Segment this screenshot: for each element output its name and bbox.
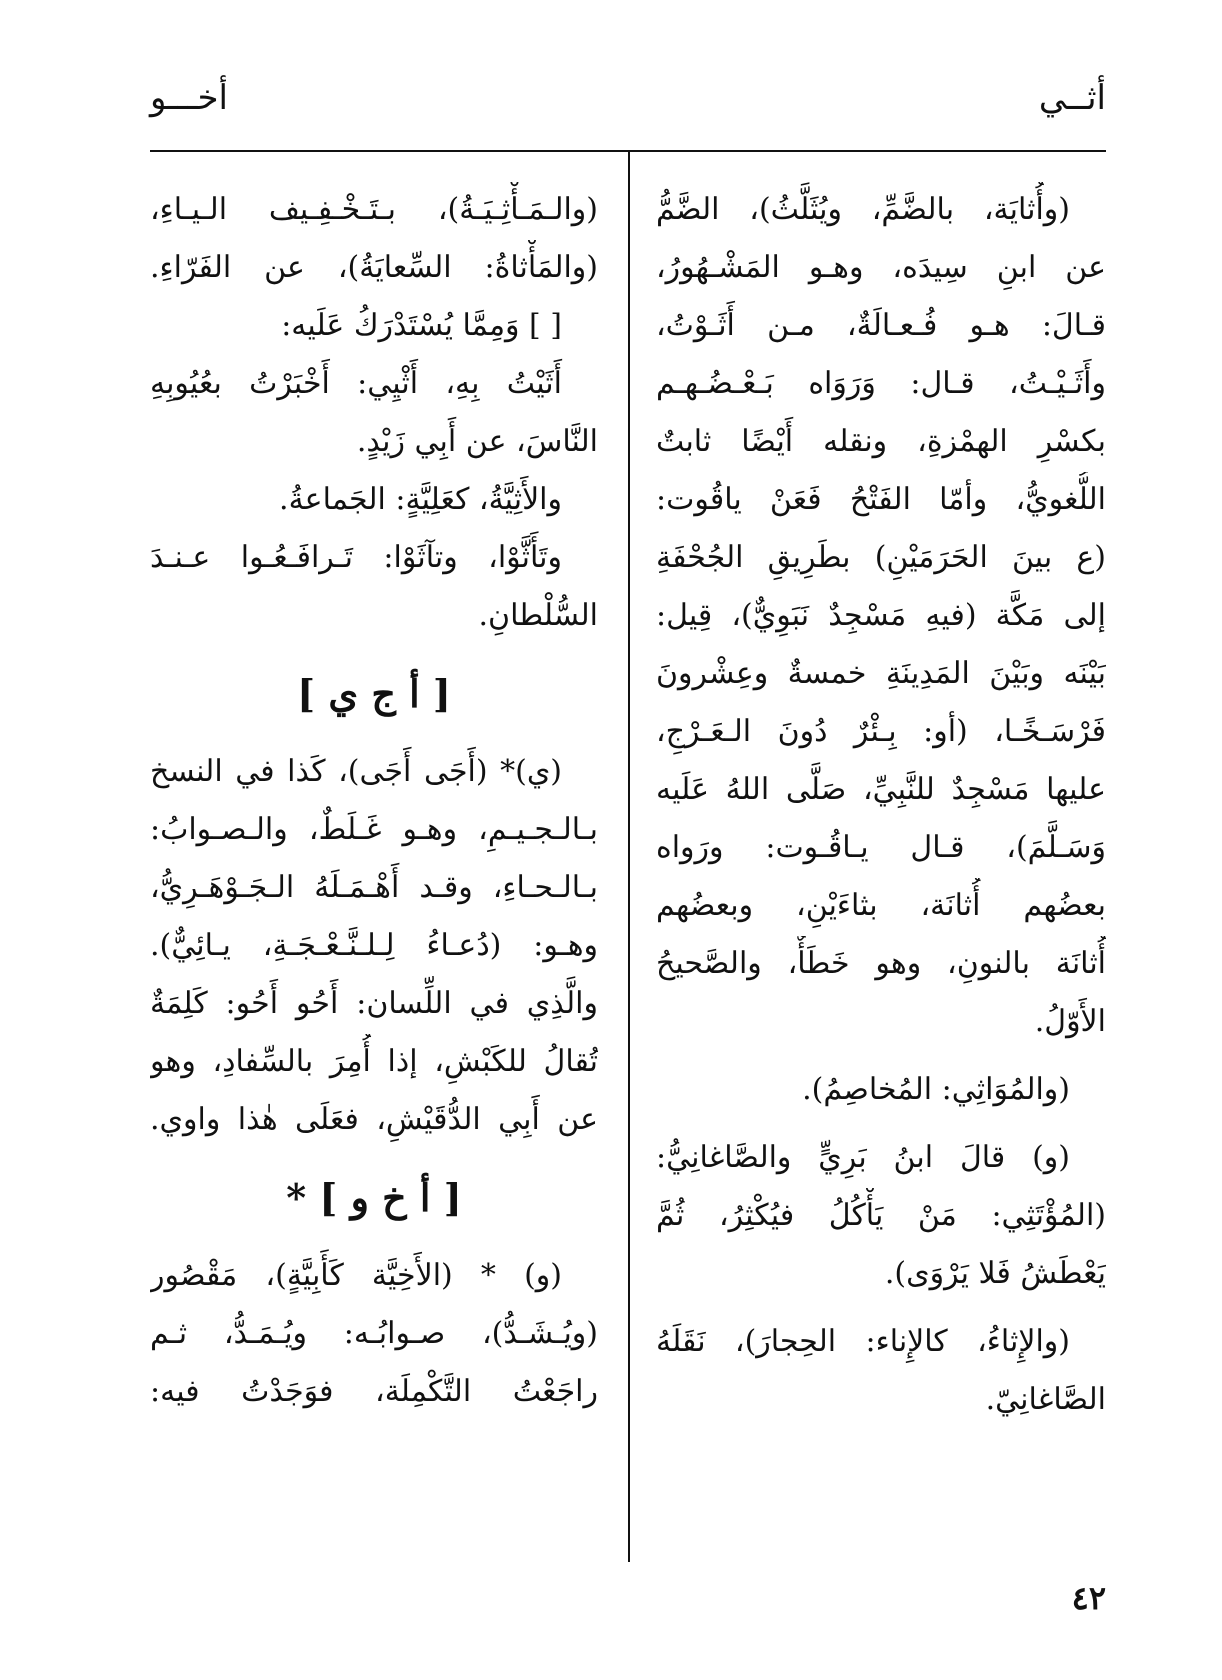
left-column-middle-block: [150, 744, 598, 1150]
text-line: (و) * (الأَخِيَّة كَأَبِيَّةٍ)، مَقْصُور: [150, 1258, 562, 1293]
text-line: وأَثَـيْـتُ، قـال: وَرَوَاه بَـعْـضُـهـم: [656, 366, 1106, 401]
text-line: (ي)* (أَجَى أَجَى)، كَذا في النسخ: [150, 754, 562, 789]
text-line: وَسَـلَّمَ)، قـال يـاقُـوت: ورَواه: [656, 830, 1106, 865]
text-line: وتَأَثَّوْا، وتآثَوْا: تَـرافَـعُـوا عـنـدَ: [150, 540, 562, 575]
text-line: (والمُوَاثِي: المُخاصِمُ).: [802, 1072, 1070, 1107]
text-line: الصَّاغانِيّ.: [985, 1382, 1106, 1417]
text-line: إلى مَكَّة (فيهِ مَسْجِدٌ نَبَوِيٌّ)، قِيل:: [656, 598, 1106, 633]
text-line: اللُّغويُّ، وأمّا الفَتْحُ فَعَنْ ياقُوت:: [656, 482, 1106, 517]
left-column-top-block: [150, 182, 598, 646]
text-line: بعضُهم أُثانَة، بثاءَيْنِ، وبعضُهم: [656, 888, 1106, 923]
column-divider: [628, 152, 630, 1562]
text-line: تُقالُ للكَبْشِ، إذا أُمِرَ بالسِّفادِ، وهو: [150, 1044, 598, 1079]
text-line: بـالـجـيـمِ، وهـو غَـلَطٌ، والـصـوابُ:: [150, 812, 598, 847]
text-line: بكسْرِ الهمْزةِ، ونقله أَيْضًا ثابتٌ: [656, 424, 1106, 459]
text-line: الأَوّلُ.: [1034, 1004, 1106, 1039]
text-line: (وأُثايَة، بالضَّمِّ، ويُثَلَّثُ)، الضَّمُّ: [656, 192, 1070, 227]
text-line: (ع بينَ الحَرَمَيْنِ) بطَرِيقِ الجُحْفَةِ: [656, 540, 1106, 575]
text-line: أُثانَة بالنونِ، وهو خَطَأٌ، والصَّحيحُ: [656, 946, 1106, 981]
text-line: السُّلْطانِ.: [478, 598, 598, 633]
text-line: [ ] وَمِمَّا يُسْتَدْرَكُ عَلَيه:: [281, 308, 562, 343]
entry-heading-aji: [ أ ج ي ]: [297, 671, 451, 716]
text-line: بـالـحـاءِ، وقـد أَهْـمَـلَهُ الـجَـوْهَـرِيُّ،: [150, 870, 598, 905]
text-line: أَثَيْتُ بِهِ، أَثْيِي: أَخْبَرْتُ بعُيُوبِهِ: [150, 366, 562, 401]
text-line: وهـو: (دُعـاءُ لِـلـنَّـعْـجَـةِ، يـائِيٌّ).: [150, 928, 598, 963]
text-line: عليها مَسْجِدٌ للنَّبِيِّ، صَلَّى اللهُ عَلَيه: [656, 772, 1106, 807]
text-line: قـالَ: هـو فُـعـالَةٌ، مـن أَثَـوْتُ،: [656, 308, 1106, 343]
text-line: (ويُـشَـدُّ)، صـوابُـه: ويُـمَـدُّ، ثـم: [150, 1316, 598, 1351]
left-column-bottom-block: [150, 1248, 598, 1422]
header-guide-word-right: أثــي: [1038, 78, 1106, 118]
left-column: [150, 182, 598, 1422]
text-line: يَعْطَشُ فَلا يَرْوَى).: [884, 1256, 1106, 1291]
text-line: النَّاسَ، عن أَبِي زَيْدٍ.: [356, 424, 598, 459]
text-line: راجَعْتُ التَّكْمِلَة، فوَجَدْتُ فيه:: [150, 1374, 598, 1409]
text-line: (والإِثاءُ، كالإِناء: الحِجارَ)، نَقَلَهُ: [656, 1324, 1070, 1359]
text-line: عن ابنِ سِيدَه، وهـو المَشْـهُورُ،: [656, 250, 1106, 285]
text-line: والَّذِي في اللِّسان: أَحُو أَحُو: كَلِمَةٌ: [150, 986, 598, 1021]
text-line: بَيْنَه وبَيْنَ المَدِينَةِ خمسةٌ وعِشْرونَ: [656, 656, 1106, 691]
page-header: [150, 78, 1106, 148]
text-line: والأَثِيَّةُ، كعَلِيَّةٍ: الجَماعةُ.: [279, 482, 562, 517]
text-line: عن أَبِي الدُّقَيْشِ، فعَلَى هٰذا واوي.: [150, 1102, 598, 1137]
text-line: (المُؤْتَثِي: مَنْ يَأْكُلُ فيُكْثِرُ، ثُمَّ: [656, 1198, 1106, 1233]
header-guide-word-left: أخـــو: [150, 78, 228, 118]
page-number: ٤٢: [1071, 1579, 1106, 1617]
entry-heading-akhw: [ أ خ و ] *: [286, 1175, 462, 1220]
text-line: (والمَأْثاةُ: السِّعايَةُ)، عن الفَرّاءِ.: [150, 250, 598, 285]
right-column: [656, 182, 1106, 1430]
text-line: (و) قالَ ابنُ بَرِيٍّ والصَّاغانِيُّ:: [656, 1140, 1070, 1175]
text-line: (والـمَـأْثِـيَـةُ)، بـتَـخْـفِـيف الـيـاءِ،: [150, 192, 598, 227]
text-line: فَرْسَـخًـا، (أو: بِـئْرٌ دُونَ الـعَـرْجِ،: [656, 714, 1106, 749]
